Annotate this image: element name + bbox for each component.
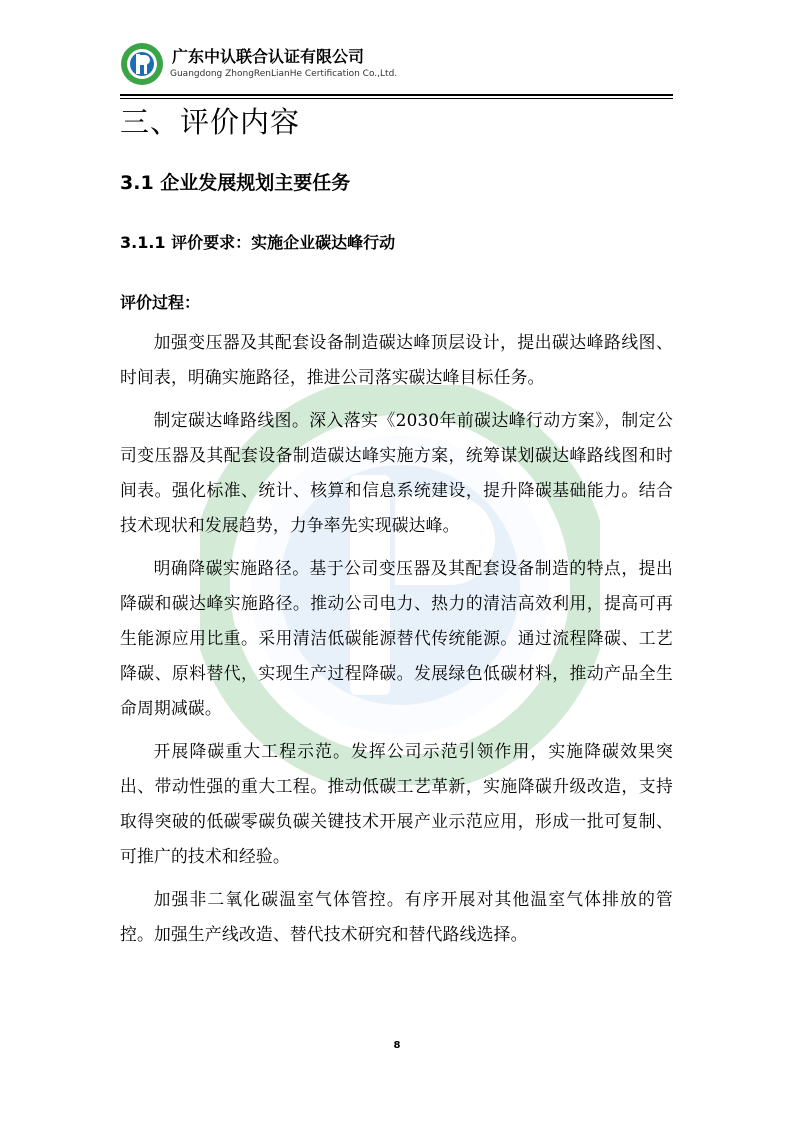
header-rule-thin xyxy=(120,98,673,99)
section-title: 三、评价内容 xyxy=(120,105,301,139)
page-number: 8 xyxy=(393,1040,401,1051)
company-logo-icon xyxy=(120,42,164,86)
body-text xyxy=(120,325,673,960)
header-rule-thick xyxy=(120,94,673,96)
paragraph: 加强变压器及其配套设备制造碳达峰顶层设计，提出碳达峰路线图、时间表，明确实施路径，推进公司落实碳达峰目标任务。 xyxy=(120,332,673,387)
company-name-en: Guangdong ZhongRenLianHe Certification Co.,Ltd. xyxy=(170,69,398,79)
paragraph: 制定碳达峰路线图。深入落实《2030年前碳达峰行动方案》，制定公司变压器及其配套设备制造碳达峰实施方案，统筹谋划碳达峰路线图和时间表。强化标准、统计、核算和信息系统建设，提升降碳基础能力。结合技术现状和发展趋势，力争率先实现碳达峰。 xyxy=(120,410,673,535)
paragraph: 加强非二氧化碳温室气体管控。有序开展对其他温室气体排放的管控。加强生产线改造、替代技术研究和替代路线选择。 xyxy=(120,889,673,944)
subsubsection-title: 3.1.1 评价要求：实施企业碳达峰行动 xyxy=(120,233,396,252)
paragraph: 明确降碳实施路径。基于公司变压器及其配套设备制造的特点，提出降碳和碳达峰实施路径。推动公司电力、热力的清洁高效利用，提高可再生能源应用比重。采用清洁低碳能源替代传统能源。通过流程降碳、工艺降碳、原料替代，实现生产过程降碳。发展绿色低碳材料，推动产品全生命周期减碳。 xyxy=(120,558,673,718)
paragraph: 开展降碳重大工程示范。发挥公司示范引领作用，实施降碳效果突出、带动性强的重大工程。推动低碳工艺革新，实施降碳升级改造，支持取得突破的低碳零碳负碳关键技术开展产业示范应用，形成一批可复制、可推广的技术和经验。 xyxy=(120,741,673,866)
company-name-cn: 广东中认联合认证有限公司 xyxy=(172,47,365,66)
subsection-title: 3.1 企业发展规划主要任务 xyxy=(120,172,351,194)
process-label: 评价过程： xyxy=(120,293,201,312)
page-header xyxy=(120,40,673,94)
